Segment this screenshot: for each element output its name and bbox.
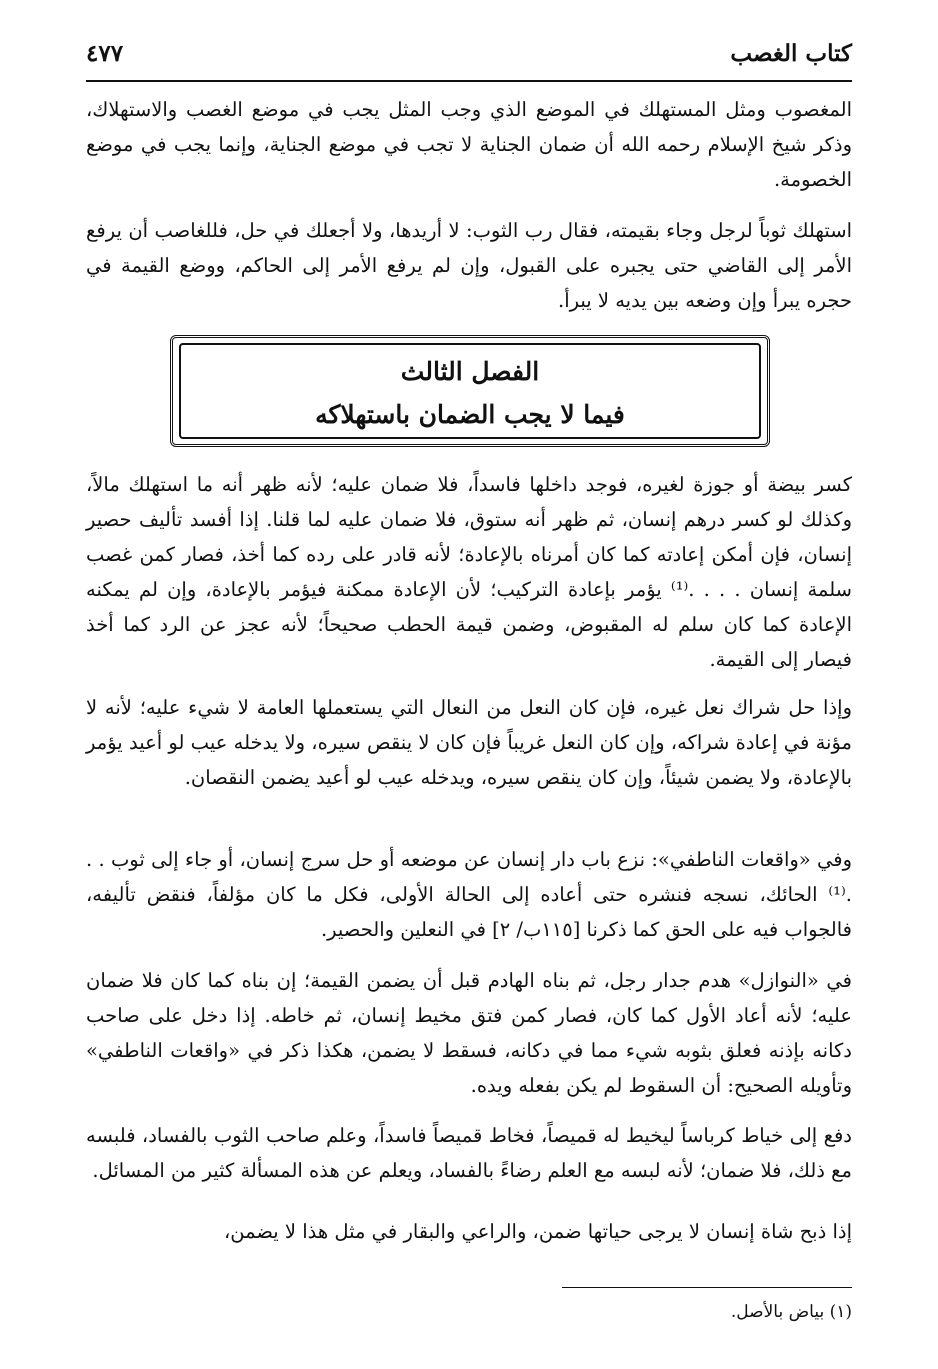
paragraph-7: دفع إلى خياط كرباساً ليخيط له قميصاً، فخاط قميصاً فاسداً، وعلم صاحب الثوب بالفساد، فلبسه مع ذلك، فلا ضمان؛ لأنه لبسه مع العلم رضاءً بالفساد، ويعلم عن هذه المسألة كثير من المسائل.: [86, 1124, 852, 1182]
section-title: فيما لا يجب الضمان باستهلاكه: [315, 400, 625, 429]
paragraph-5: وفي «واقعات الناطفي»: نزع باب دار إنسان عن موضعه أو حل سرج إنسان، أو جاء إلى ثوب . . .⁽¹⁾ الحائك، نسجه فنشره حتى أعاده إلى الحالة الأولى، فكل ما كان مؤلفاً، فنقض تأليفه، فالجواب فيه على الحق كما ذكرنا [١١٥ب/ ٢] في النعلين والحصير.: [86, 848, 852, 941]
header-title: كتاب الغصب: [730, 40, 852, 67]
section-number: الفصل الثالث: [400, 357, 540, 386]
paragraph-4: وإذا حل شراك نعل غيره، فإن كان النعل من النعال التي يستعملها العامة لا شيء عليه؛ لأنه لا مؤنة في إعادة شراكه، وإن كان النعل غريباً فإن كان لا ينقص سيره، ولا يدخله عيب لو أعيد يؤمر بالإعادة، ولا يضمن شيئاً، وإن كان ينقص سيره، ويدخله عيب لو أعيد يضمن النقصان.: [86, 696, 852, 789]
section-heading-inner-frame: [179, 343, 761, 439]
paragraph-3: كسر بيضة أو جوزة لغيره، فوجد داخلها فاسداً، فلا ضمان عليه؛ لأنه ظهر أنه ما استهلك مالاً، وكذلك لو كسر درهم إنسان، ثم ظهر أنه ستوق، فلا ضمان عليه لما قلنا. إذا أفسد تأليف حصير إنسان، فإن أمكن إعادته كما كان أمرناه بالإعادة؛ لأنه قادر على رده كما أخذ، فصار كمن غصب سلمة إنسان . . . .⁽¹⁾ يؤمر بإعادة التركيب؛ لأن الإعادة ممكنة فيؤمر بالإعادة، وإن لم يمكنه الإعادة كما كان سلم له المقبوض، وضمن قيمة الحطب صحيحاً؛ لأنه عجز عن الرد كما أخذ فيصار إلى القيمة.: [86, 473, 852, 671]
running-header: [86, 36, 852, 80]
footnote-rule: [562, 1287, 852, 1288]
footnote: (١) بياض بالأصل.: [730, 1302, 852, 1322]
paragraph-2: استهلك ثوباً لرجل وجاء بقيمته، فقال رب الثوب: لا أريدها، ولا أجعلك في حل، فللغاصب أن يرفع الأمر إلى القاضي حتى يجبره على القبول، وإن لم يرفع الأمر إلى الحاكم، ووضع القيمة في حجره يبرأ وإن وضعه بين يديه لا يبرأ.: [86, 219, 852, 312]
page-number: ٤٧٧: [86, 40, 124, 67]
header-rule: [86, 80, 852, 82]
section-heading-box: [170, 335, 770, 447]
paragraph-6: في «النوازل» هدم جدار رجل، ثم بناه الهادم قبل أن يضمن القيمة؛ إن بناه كما كان فلا ضمان عليه؛ لأنه أعاد الأول كما كان، فصار كمن فتق مخيط إنسان، ثم خاطه. إذا دخل على صاحب دكانه بإذنه فعلق بثوبه شيء مما في دكانه، فسقط لا يضمن، هكذا ذكر في «واقعات الناطفي» وتأويله الصحيح: أن السقوط لم يكن بفعله ويده.: [86, 969, 852, 1097]
paragraph-8: إذا ذبح شاة إنسان لا يرجى حياتها ضمن، والراعي والبقار في مثل هذا لا يضمن،: [223, 1220, 852, 1243]
paragraph-1: المغصوب ومثل المستهلك في الموضع الذي وجب المثل يجب في موضع الغصب والاستهلاك، وذكر شيخ الإسلام رحمه الله أن ضمان الجناية لا تجب في موضع الجناية، وإنما يجب في موضع الخصومة.: [86, 98, 852, 191]
